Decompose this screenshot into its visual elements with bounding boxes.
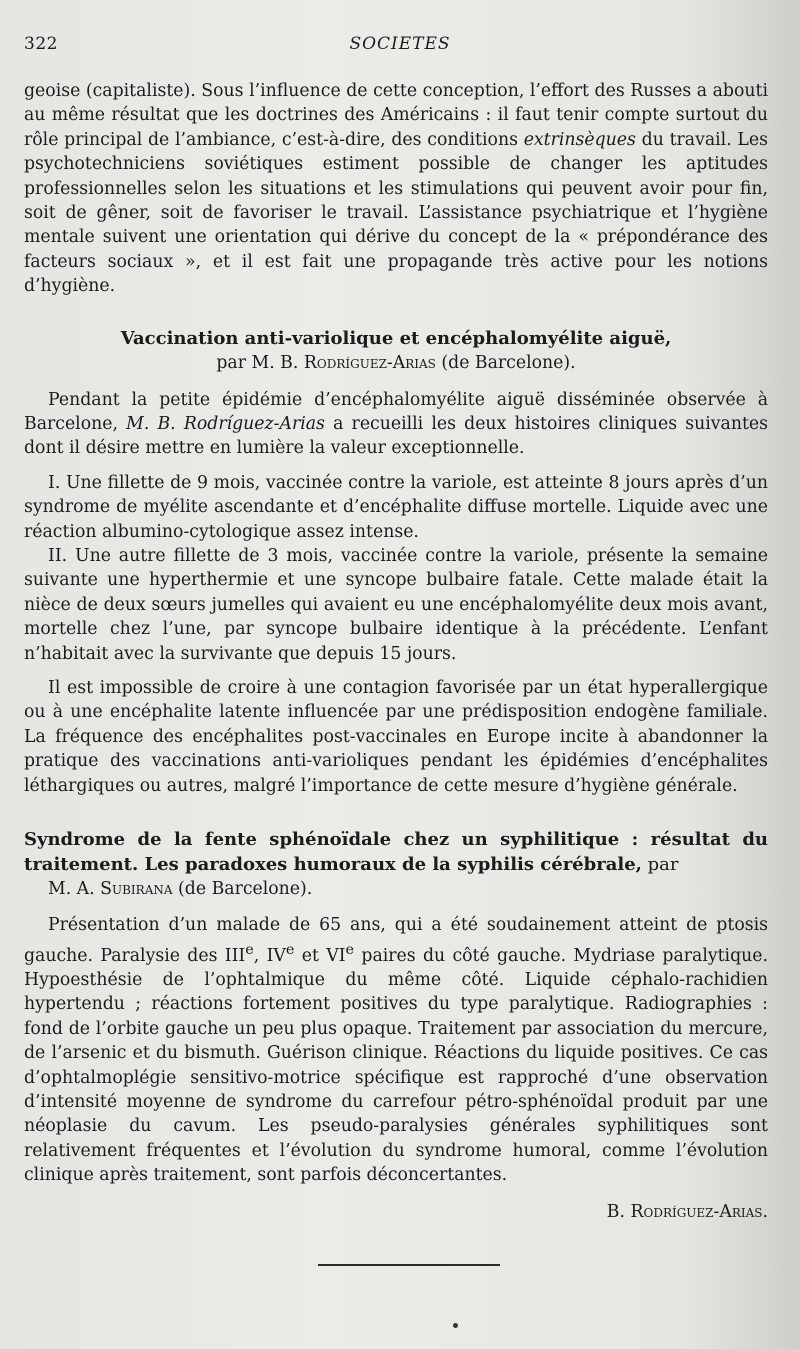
section1-paragraph-1 [24, 388, 768, 461]
page-number: 322 [24, 34, 58, 54]
section1-p1-emphasis: M. B. Rodríguez-Arias [126, 413, 325, 434]
section1-author-name: Rodríguez-Arias [303, 353, 436, 374]
section1-p1-text-1: Pendant la petite épidémie d’encéphalomyélite aiguë disséminée observée à Barcelone, [24, 389, 768, 434]
section1-case-1: I. Une fillette de 9 mois, vaccinée contre la variole, est atteinte 8 jours après d’un syndrome de myélite ascendante et d’encéphalite diffuse mortelle. Liquide avec une réaction albumino-cytologique assez intense. [24, 472, 768, 542]
section2-author-name: Subirana [100, 879, 173, 900]
running-header: SOCIETES [349, 34, 451, 54]
intro-paragraph [24, 79, 768, 299]
signature-name: Rodríguez-Arias. [630, 1201, 768, 1222]
section2-p1-text-3: et VI [294, 945, 346, 966]
closing-rule [318, 1264, 500, 1266]
superscript-e-2: e [285, 941, 295, 958]
page-content [24, 79, 768, 1224]
section1-title: Vaccination anti-variolique et encéphalomyélite aiguë, [120, 327, 672, 349]
section1-case-2: II. Une autre fillette de 3 mois, vaccinée contre la variole, présente la semaine suivante une hyperthermie et une syncope bulbaire fatale. Cette malade était la nièce de deux sœurs jumelles qui avaient eu une encéphalomyélite deux mois avant, mortelle chez l’une, par syncope bulbaire identique à la précédente. L’enfant n’habitait avec la survivante que depuis 15 jours. [24, 546, 768, 664]
superscript-e-1: e [245, 941, 254, 958]
section2-p1-text-2: , IV [253, 945, 286, 966]
signature-prefix: B. [606, 1201, 631, 1222]
section2-author-prefix: M. A. [48, 879, 101, 900]
section2-paragraph-1 [24, 913, 768, 1187]
section2-title [24, 828, 768, 877]
section2-author [24, 877, 768, 901]
section2-p1-text-4: paires du côté gauche. Mydriase paralytique. Hypoesthésie de l’ophtalmique du même côté. Liquide céphalo-rachidien hypertendu ; réactions fortement positives du type paralytique. Radiographies : fond de l’orbite gauche un peu plus opaque. Traitement par association du mercure, de l’arsenic et du bismuth. Guérison clinique. Réactions du liquide positives. Ce cas d’ophtalmoplégie sensitivo-motrice spécifique est rapproché d’une observation d’intensité moyenne de syndrome du carrefour pétro-sphénoïdal produit par une néoplasie du cavum. Les pseudo-paralysies générales syphilitiques sont relativement fréquentes et l’évolution du syndrome humoral, comme l’évolution clinique après traitement, sont parfois déconcertantes. [24, 945, 768, 1186]
section1-p1-text-2: a recueilli les deux histoires cliniques suivantes dont il désire mettre en lumière la valeur exceptionnelle. [24, 413, 769, 459]
intro-text-1: geoise (capitaliste). Sous l’influence de cette conception, l’effort des Russes a abouti au même résultat que les doctrines des Américains : il faut tenir compte surtout du rôle principal de l’ambiance, c’est-à-dire, des conditions [24, 81, 768, 150]
section2-title-text: Syndrome de la fente sphénoïdale chez un syphilitique : résultat du traitement. Les paradoxes humoraux de la syphilis cérébrale, [24, 829, 768, 875]
section2-p1-text-1: Présentation d’un malade de 65 ans, qui a été soudainement atteint de ptosis gauche. Paralysie des III [24, 915, 768, 966]
section1-author-prefix: par M. B. [216, 353, 304, 374]
page-mark-dot [453, 1323, 458, 1328]
superscript-e-3: e [345, 941, 355, 958]
signature [24, 1200, 768, 1224]
intro-emphasis: extrinsèques [523, 129, 636, 150]
section1-author [24, 351, 768, 375]
section1-paragraph-4: Il est impossible de croire à une contagion favorisée par un état hyperallergique ou à une encéphalite latente influencée par une prédisposition endogène familiale. La fréquence des encéphalites post-vaccinales en Europe incite à abandonner la pratique des vaccinations anti-varioliques pendant les épidémies d’encéphalites léthargiques ou autres, malgré l’importance de cette mesure d’hygiène générale. [24, 678, 768, 796]
section2-title-par: par [641, 853, 679, 875]
section1-author-suffix: (de Barcelone). [435, 353, 576, 374]
section2-author-suffix: (de Barcelone). [172, 879, 313, 900]
intro-text-2: du travail. Les psychotechniciens soviétiques estiment possible de changer les aptitudes professionnelles selon les situations et les stimulations qui peuvent avoir pour fin, soit de gêner, soit de favoriser le travail. L’assistance psychiatrique et l’hygiène mentale suivent une orientation qui dérive du concept de la « prépondérance des facteurs sociaux », et il est fait une propagande très active pour les notions d’hygiène. [24, 129, 769, 297]
